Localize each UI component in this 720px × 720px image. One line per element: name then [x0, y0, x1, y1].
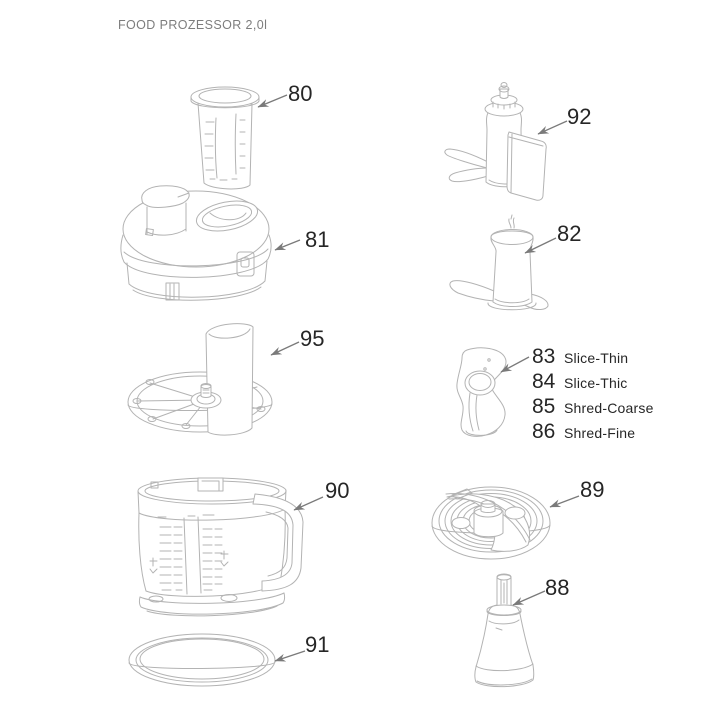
option-number: 83: [532, 345, 556, 368]
callout-89: 89: [580, 477, 605, 502]
disc-option-86: [532, 420, 654, 445]
callout-88: 88: [545, 575, 570, 600]
disc-option-83: [532, 345, 654, 370]
option-label: Slice-Thic: [564, 375, 628, 391]
option-number: 84: [532, 370, 556, 393]
slicing-disc-icon: [432, 487, 550, 559]
callout-95: 95: [300, 326, 325, 351]
dough-blade-icon: [445, 83, 546, 201]
disc-option-list: [532, 345, 654, 445]
callout-91: 91: [305, 632, 330, 657]
option-label: Slice-Thin: [564, 350, 629, 366]
disc-option-84: [532, 370, 654, 395]
drive-shaft-icon: [475, 574, 534, 687]
disc-option-85: [532, 395, 654, 420]
option-number: 86: [532, 420, 556, 443]
chopping-blade-icon: [450, 215, 548, 310]
slicing-insert-icon: [457, 348, 506, 437]
callout-82: 82: [557, 221, 582, 246]
page-title: FOOD PROZESSOR 2,0l: [118, 18, 268, 32]
option-label: Shred-Coarse: [564, 400, 654, 416]
sealing-ring-icon: [129, 634, 275, 686]
option-number: 85: [532, 395, 556, 418]
callout-81: 81: [305, 227, 330, 252]
option-label: Shred-Fine: [564, 425, 636, 441]
callout-90: 90: [325, 478, 350, 503]
callout-80: 80: [288, 81, 313, 106]
work-bowl-icon: [138, 478, 303, 616]
callout-92: 92: [567, 104, 592, 129]
lid-icon: [121, 186, 271, 300]
pusher-cup-icon: [191, 87, 259, 189]
disc-carrier-icon: [128, 324, 272, 435]
